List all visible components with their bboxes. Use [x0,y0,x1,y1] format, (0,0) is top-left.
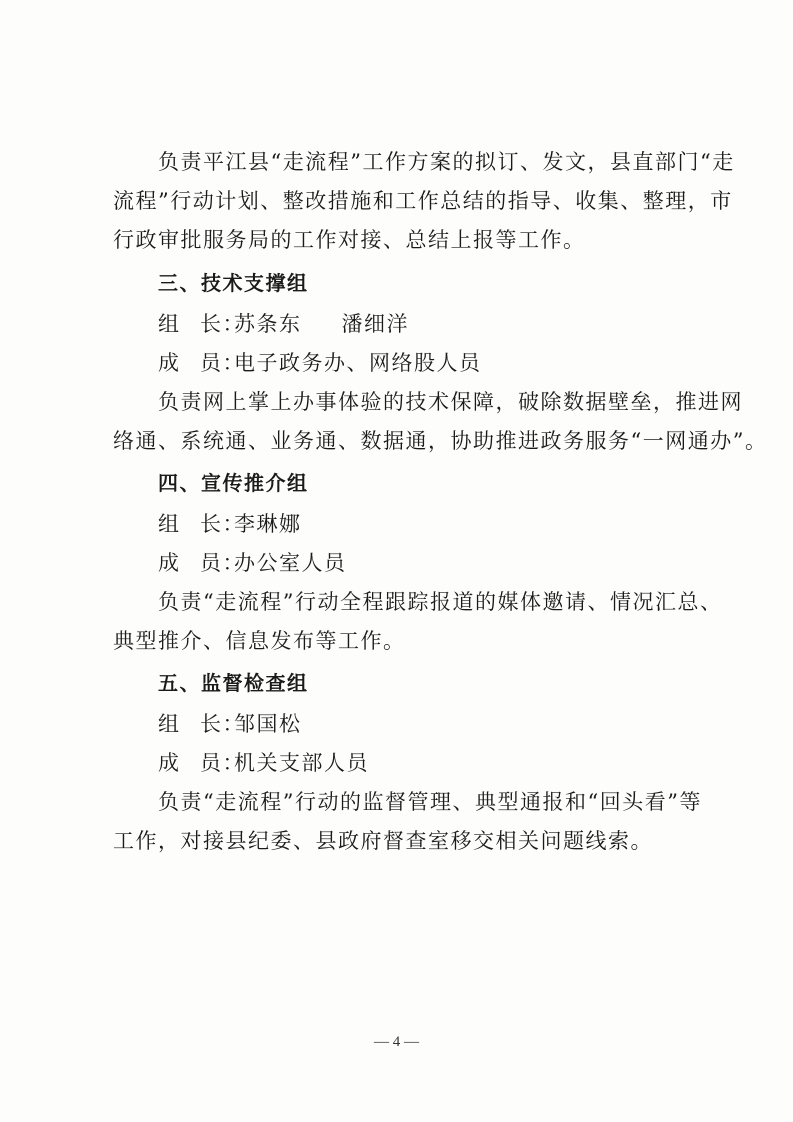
page-number: — 4 — [374,1034,419,1050]
paragraph-line: 负责“走流程”行动的监督管理、典型通报和“回头看”等 [158,790,702,814]
section-heading-technical-support: 三、技术支撑组 [158,271,309,295]
member-label: 成 员： [158,551,245,575]
paragraph-line: 典型推介、信息发布等工作。 [113,629,406,653]
members-text: 机关支部人员 [234,751,369,775]
section-heading-publicity: 四、宣传推介组 [158,471,309,495]
leader-name: 潘细洋 [341,312,409,336]
section-heading-supervision: 五、监督检查组 [158,671,309,695]
leader-label: 组 长： [158,712,245,736]
members-line [158,753,369,774]
leader-line [158,714,302,735]
leader-line [158,314,409,335]
leader-name: 苏条东 [234,312,302,336]
paragraph-line: 络通、系统通、业务通、数据通，协助推进政务服务“一网通办”。 [113,429,768,453]
leader-line [158,514,302,535]
leader-label: 组 长： [158,512,245,536]
leader-name: 李琳娜 [234,512,302,536]
member-label: 成 员： [158,751,245,775]
paragraph-line: 负责“走流程”行动全程跟踪报道的媒体邀请、情况汇总、 [158,590,723,614]
paragraph-line: 负责平江县“走流程”工作方案的拟订、发文，县直部门“走 [158,150,735,174]
paragraph-line: 行政审批服务局的工作对接、总结上报等工作。 [113,228,586,252]
members-text: 办公室人员 [234,551,347,575]
members-line [158,553,347,574]
paragraph-line: 工作，对接县纪委、县政府督查室移交相关问题线索。 [113,829,653,853]
member-label: 成 员： [158,351,245,375]
members-text: 电子政务办、网络股人员 [234,351,482,375]
leader-name: 邹国松 [234,712,302,736]
paragraph-line: 流程”行动计划、整改措施和工作总结的指导、收集、整理，市 [113,189,733,213]
members-line [158,353,482,374]
leader-label: 组 长： [158,312,245,336]
paragraph-line: 负责网上掌上办事体验的技术保障，破除数据壁垒，推进网 [158,390,743,414]
